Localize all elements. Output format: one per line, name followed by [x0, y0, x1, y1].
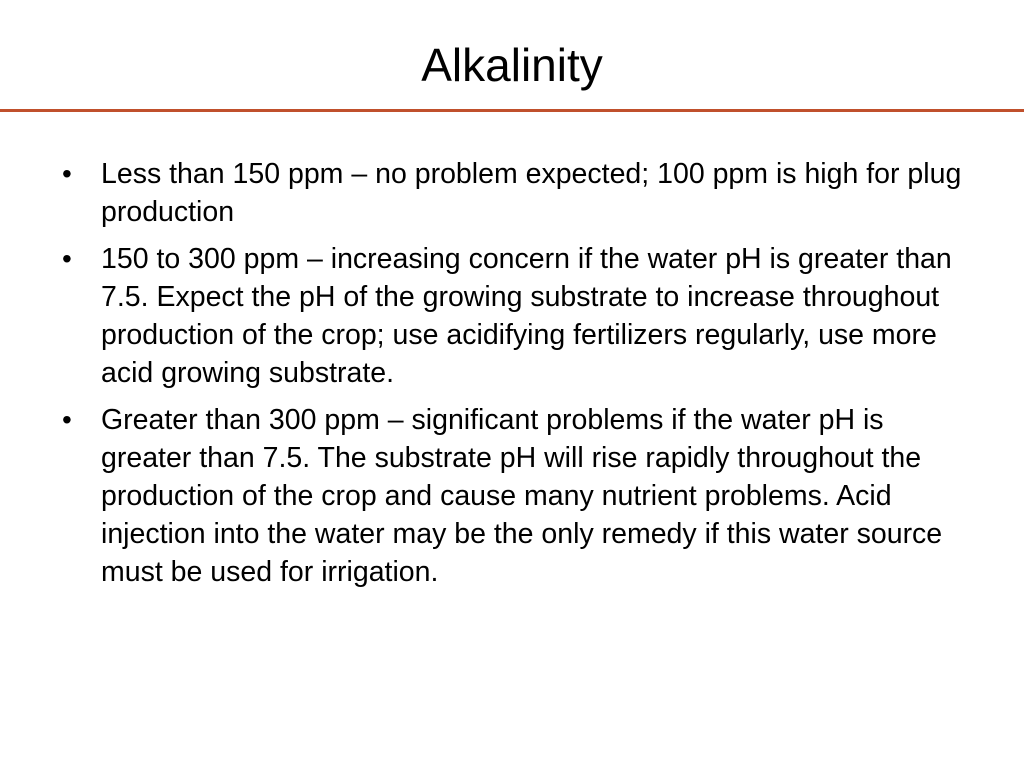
bullet-item: [60, 155, 980, 231]
bullet-text: Less than 150 ppm – no problem expected; 100 ppm is high for plug production: [101, 158, 962, 228]
bullet-icon: •: [62, 158, 72, 189]
bullet-icon: •: [62, 243, 72, 274]
bullet-list: [60, 155, 980, 600]
bullet-icon: •: [62, 404, 72, 435]
bullet-item: [60, 401, 980, 591]
slide-title: Alkalinity: [421, 39, 603, 91]
bullet-text: Greater than 300 ppm – significant problems if the water pH is greater than 7.5. The substrate pH will rise rapidly throughout the production of the crop and cause many nutrient problems. Acid injection into the water may be the only remedy if this water source must be used for irrigation.: [101, 404, 943, 588]
bullet-text: 150 to 300 ppm – increasing concern if the water pH is greater than 7.5. Expect the pH of the growing substrate to increase throughout production of the crop; use acidifying fertilizers regularly, use more acid growing substrate.: [101, 243, 952, 389]
title-divider: [0, 109, 1024, 112]
bullet-item: [60, 240, 980, 392]
